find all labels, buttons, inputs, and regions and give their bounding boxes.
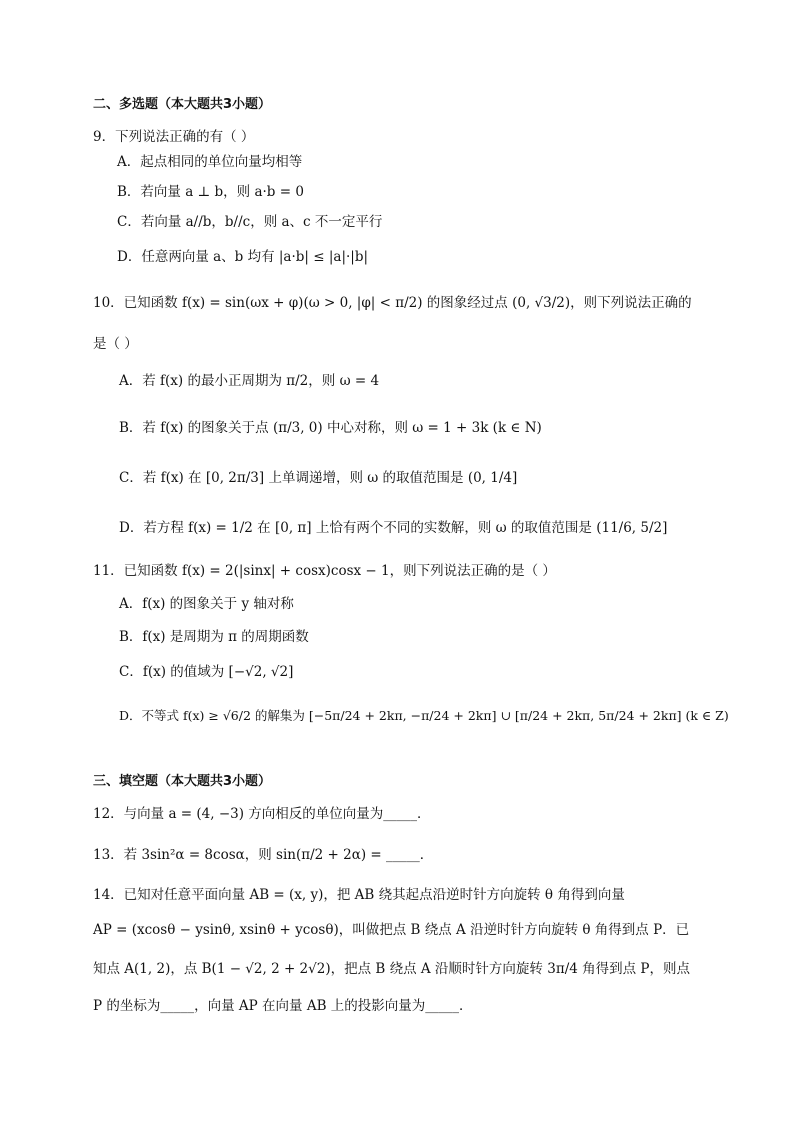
q11-option-b: B．f(x) 是周期为 π 的周期函数 bbox=[119, 629, 309, 645]
q9-option-b: B．若向量 a ⊥ b，则 a·b = 0 bbox=[117, 184, 304, 200]
q9-option-c: C．若向量 a//b，b//c，则 a、c 不一定平行 bbox=[117, 214, 383, 230]
q9-option-d: D．任意两向量 a、b 均有 |a·b| ≤ |a|·|b| bbox=[117, 249, 369, 265]
section-title-fill: 三、填空题（本大题共3小题） bbox=[93, 774, 272, 789]
question-14-line-4: P 的坐标为_____，向量 AP 在向量 AB 上的投影向量为_____． bbox=[93, 998, 473, 1014]
question-14-line-1: 14．已知对任意平面向量 AB = (x, y)，把 AB 绕其起点沿逆时针方向旋转 θ 角得到向量 bbox=[93, 887, 625, 903]
q11-option-c: C．f(x) 的值域为 [−√2, √2] bbox=[119, 664, 294, 680]
question-12: 12．与向量 a = (4, −3) 方向相反的单位向量为_____． bbox=[93, 806, 431, 822]
question-13: 13．若 3sin²α = 8cosα，则 sin(π/2 + 2α) = _____． bbox=[93, 847, 434, 863]
q10-option-a: A．若 f(x) 的最小正周期为 π/2，则 ω = 4 bbox=[119, 373, 380, 389]
section-title: 二、多选题（本大题共3小题） bbox=[93, 97, 272, 112]
question-14-line-2: AP = (xcosθ − ysinθ, xsinθ + ycosθ)，叫做把点 B 绕点 A 沿逆时针方向旋转 θ 角得到点 P．已 bbox=[93, 922, 690, 938]
q9-option-a: A．起点相同的单位向量均相等 bbox=[117, 154, 303, 170]
q10-option-c: C．若 f(x) 在 [0, 2π/3] 上单调递增，则 ω 的取值范围是 (0, 1/4] bbox=[119, 470, 518, 486]
q11-option-a: A．f(x) 的图象关于 y 轴对称 bbox=[119, 596, 294, 612]
q11-option-d: D．不等式 f(x) ≥ √6/2 的解集为 [−5π/24 + 2kπ, −π/24 + 2kπ] ∪ [π/24 + 2kπ, 5π/24 + 2kπ] (k ∈ Z) bbox=[119, 708, 729, 723]
q10-option-d: D．若方程 f(x) = 1/2 在 [0, π] 上恰有两个不同的实数解，则 ω 的取值范围是 (11/6, 5/2] bbox=[119, 520, 668, 536]
question-11-stem: 11．已知函数 f(x) = 2(|sinx| + cosx)cosx − 1，则下列说法正确的是（ ） bbox=[93, 563, 556, 579]
question-10-stem: 10．已知函数 f(x) = sin(ωx + φ)(ω > 0, |φ| < π/2) 的图象经过点 (0, √3/2)，则下列说法正确的 bbox=[93, 295, 692, 311]
question-9-stem: 9．下列说法正确的有（ ） bbox=[93, 129, 255, 145]
question-14-line-3: 知点 A(1, 2)，点 B(1 − √2, 2 + 2√2)，把点 B 绕点 A 沿顺时针方向旋转 3π/4 角得到点 P，则点 bbox=[93, 961, 690, 977]
q10-option-b: B．若 f(x) 的图象关于点 (π/3, 0) 中心对称，则 ω = 1 + 3k (k ∈ N) bbox=[119, 420, 542, 436]
question-10-stem-cont: 是（ ） bbox=[93, 336, 138, 352]
